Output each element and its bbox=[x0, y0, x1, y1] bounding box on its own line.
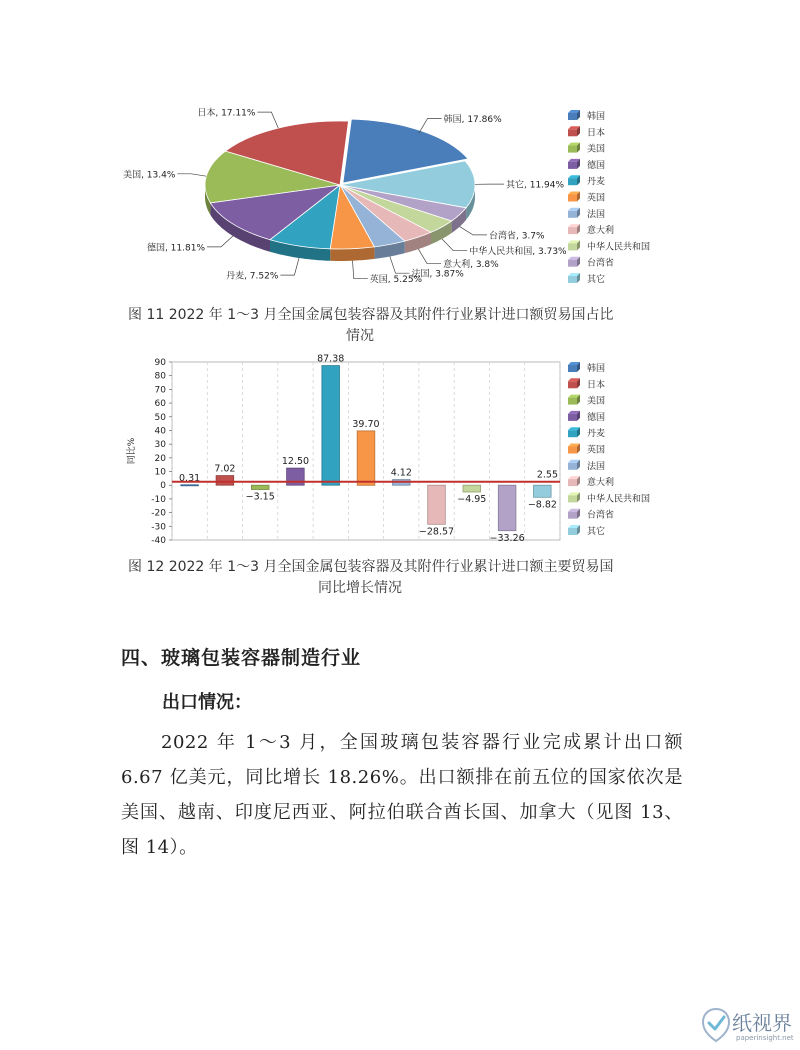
pie-caption-line2: 情况 bbox=[346, 328, 374, 344]
pie-legend-item: 其它 bbox=[587, 275, 606, 285]
pie-legend-item: 中华人民共和国 bbox=[587, 242, 651, 253]
legend-swatch-icon bbox=[568, 509, 580, 519]
pie-leader-line bbox=[390, 257, 410, 274]
pie-caption-line1: 图 11 2022 年 1～3 月全国金属包装容器及其附件行业累计进口额贸易国占比 bbox=[128, 307, 614, 323]
bar-legend-item: 法国 bbox=[587, 461, 606, 472]
bar-y-tick-label: 0 bbox=[160, 481, 166, 492]
bar-legend-item: 日本 bbox=[587, 380, 606, 391]
body-paragraph: 2022 年 1～3 月，全国玻璃包装容器行业完成累计出口额 6.67 亿美元，同比增长 18.26%。出口额排在前五位的国家依次是美国、越南、印度尼西亚、阿拉伯联合酋长国、加拿大（见图 13、图 14）。 bbox=[121, 732, 683, 858]
bar-value-label: 87.38 bbox=[317, 353, 345, 365]
bar-value-label: −28.57 bbox=[418, 526, 455, 538]
bar-y-tick-label: 80 bbox=[154, 371, 166, 382]
pie-leader-line bbox=[442, 239, 467, 251]
bar-y-tick-label: -10 bbox=[151, 494, 166, 505]
bar-value-label: 4.12 bbox=[390, 467, 412, 479]
pie-label: 台湾省, 3.7% bbox=[489, 231, 545, 242]
pie-leader-line bbox=[207, 236, 233, 247]
bar-value-label: 12.50 bbox=[281, 456, 310, 468]
legend-swatch-icon bbox=[568, 175, 580, 185]
legend-swatch-icon bbox=[568, 224, 580, 234]
bar-value-label: −33.26 bbox=[489, 532, 525, 544]
bar-legend-item: 英国 bbox=[587, 445, 606, 456]
legend-swatch-icon bbox=[568, 492, 580, 502]
legend-swatch-icon bbox=[568, 362, 580, 372]
bar-legend-item: 丹麦 bbox=[587, 429, 606, 440]
pie-label: 意大利, 3.8% bbox=[443, 260, 499, 271]
bar-y-tick-label: 60 bbox=[154, 399, 166, 410]
legend-swatch-icon bbox=[568, 192, 580, 202]
pie-leader-line bbox=[353, 261, 368, 279]
bar-value-label: −3.15 bbox=[245, 491, 275, 503]
pie-label: 法国, 3.87% bbox=[411, 269, 464, 280]
pie-legend-item: 韩国 bbox=[587, 112, 606, 122]
pie-legend-item: 美国 bbox=[587, 144, 606, 155]
legend-swatch-icon bbox=[568, 159, 580, 169]
bar-日本 bbox=[216, 476, 234, 486]
bar-韩国 bbox=[181, 485, 199, 486]
bar-意大利 bbox=[428, 485, 446, 524]
bar-其它 bbox=[534, 485, 552, 497]
bar-value-label: 7.02 bbox=[214, 463, 236, 475]
bar-caption bbox=[128, 557, 688, 599]
pie-label: 丹麦, 7.52% bbox=[226, 271, 279, 282]
pie-legend-item: 德国 bbox=[587, 160, 606, 171]
bar-y-tick-label: 10 bbox=[154, 467, 166, 478]
pie-leader-line bbox=[418, 249, 441, 264]
bar-y-tick-label: 50 bbox=[154, 412, 166, 423]
legend-swatch-icon bbox=[568, 411, 580, 421]
legend-swatch-icon bbox=[568, 444, 580, 454]
legend-swatch-icon bbox=[568, 525, 580, 535]
watermark-check-icon bbox=[700, 1007, 732, 1043]
pie-label: 英国, 5.25% bbox=[369, 275, 423, 286]
bar-legend-item: 韩国 bbox=[587, 364, 606, 374]
bar-丹麦 bbox=[322, 366, 340, 486]
bar-中华人民共和国 bbox=[463, 485, 481, 492]
bar-value-label: −8.82 bbox=[527, 499, 557, 511]
bar-y-axis-label: 同比% bbox=[127, 437, 137, 465]
pie-legend-item: 意大利 bbox=[587, 226, 615, 237]
section-title: 四、玻璃包装容器制造行业 bbox=[121, 647, 362, 669]
legend-swatch-icon bbox=[568, 143, 580, 153]
bar-caption-line2: 同比增长情况 bbox=[318, 580, 402, 596]
bar-value-label: 0.31 bbox=[179, 472, 201, 484]
legend-swatch-icon bbox=[568, 273, 580, 283]
bar-英国 bbox=[357, 431, 375, 485]
bar-legend-item: 中华人民共和国 bbox=[587, 494, 651, 505]
bar-y-tick-label: -40 bbox=[151, 536, 166, 546]
watermark-logo bbox=[700, 1005, 796, 1047]
watermark-title: 纸视界 bbox=[732, 1011, 792, 1035]
bar-美国 bbox=[251, 485, 269, 489]
legend-swatch-icon bbox=[568, 427, 580, 437]
legend-swatch-icon bbox=[568, 208, 580, 218]
legend-swatch-icon bbox=[568, 257, 580, 267]
bar-legend-item: 其它 bbox=[587, 527, 606, 537]
legend-swatch-icon bbox=[568, 395, 580, 405]
bar-caption-line1: 图 12 2022 年 1～3 月全国金属包装容器及其附件行业累计进口额主要贸易国 bbox=[128, 559, 614, 575]
bar-台湾省 bbox=[498, 485, 516, 531]
pie-legend-item: 日本 bbox=[587, 128, 606, 139]
pie-legend-item: 台湾省 bbox=[587, 258, 615, 269]
bar-y-tick-label: 70 bbox=[154, 385, 166, 396]
watermark-url: paperinsight.net bbox=[736, 1034, 794, 1042]
bar-y-tick-label: -30 bbox=[151, 522, 166, 533]
pie-legend-item: 法国 bbox=[587, 209, 606, 220]
legend-swatch-icon bbox=[568, 476, 580, 486]
legend-swatch-icon bbox=[568, 126, 580, 136]
pie-label: 日本, 17.11% bbox=[197, 108, 256, 119]
pie-legend-item: 英国 bbox=[587, 193, 606, 204]
pie-chart bbox=[120, 100, 690, 300]
pie-leader-line bbox=[177, 174, 206, 176]
legend-swatch-icon bbox=[568, 460, 580, 470]
pie-legend-item: 丹麦 bbox=[587, 177, 606, 188]
legend-swatch-icon bbox=[568, 240, 580, 250]
bar-chart bbox=[120, 350, 690, 555]
bar-reference-label: 2.55 bbox=[536, 469, 558, 481]
bar-value-label: −4.95 bbox=[457, 494, 487, 505]
bar-y-tick-label: -20 bbox=[151, 508, 166, 519]
bar-value-label: 39.70 bbox=[352, 418, 380, 430]
pie-leader-line bbox=[280, 258, 299, 275]
pie-label: 德国, 11.81% bbox=[146, 243, 205, 254]
pie-label: 韩国, 17.86% bbox=[443, 115, 502, 125]
bar-legend-item: 台湾省 bbox=[587, 510, 615, 521]
pie-label: 美国, 13.4% bbox=[123, 170, 176, 181]
bar-y-tick-label: 20 bbox=[154, 453, 166, 464]
pie-label: 其它, 11.94% bbox=[506, 180, 565, 191]
pie-caption bbox=[128, 305, 688, 347]
pie-leader-line bbox=[460, 227, 487, 235]
bar-legend-item: 德国 bbox=[587, 412, 606, 423]
pie-leader-line bbox=[257, 112, 278, 128]
bar-y-tick-label: 40 bbox=[154, 426, 166, 437]
legend-swatch-icon bbox=[568, 110, 580, 120]
bar-y-tick-label: 30 bbox=[154, 440, 166, 451]
bar-legend-item: 意大利 bbox=[587, 478, 615, 489]
bar-legend-item: 美国 bbox=[587, 396, 606, 407]
section-subtitle: 出口情况： bbox=[162, 692, 252, 713]
legend-swatch-icon bbox=[568, 378, 580, 388]
pie-label: 中华人民共和国, 3.73% bbox=[469, 247, 567, 258]
bar-y-tick-label: 90 bbox=[154, 358, 166, 368]
